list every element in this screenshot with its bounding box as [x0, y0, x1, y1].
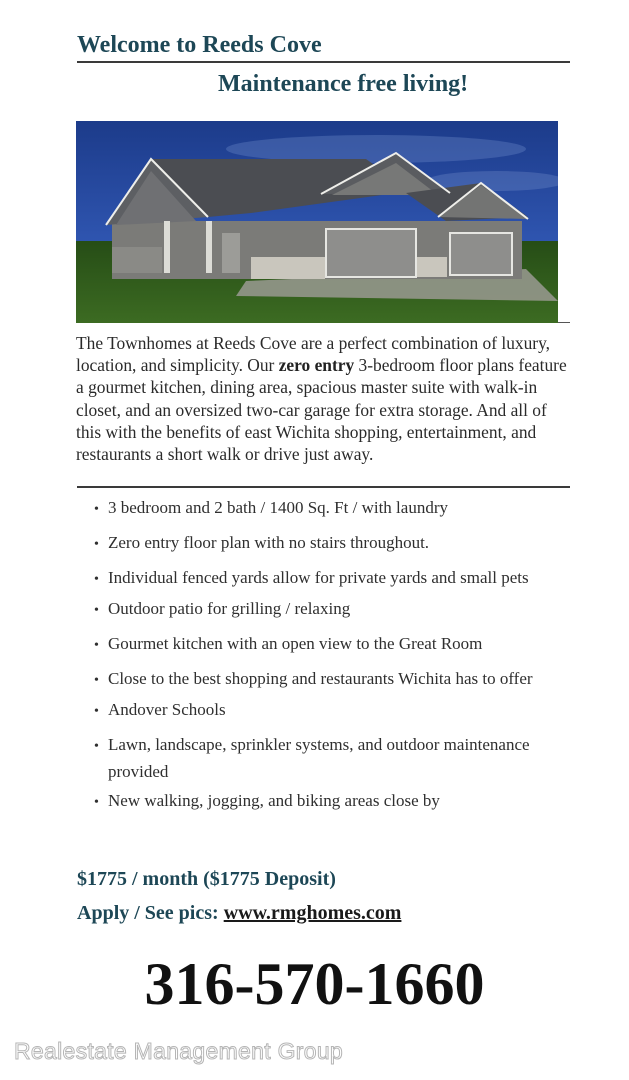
bullet-icon: •: [94, 537, 99, 552]
bullet-icon: •: [94, 739, 99, 754]
image-edge-line: [558, 322, 570, 323]
feature-list: [94, 495, 564, 815]
intro-paragraph: [76, 332, 572, 465]
intro-divider: [77, 486, 570, 488]
feature-text: Outdoor patio for grilling / relaxing: [108, 599, 351, 618]
intro-emphasis: zero entry: [278, 355, 355, 376]
intro-text-2: 3-bedroom floor plans feature a gourmet kitchen, dining area, spacious master suite with walk-in closet, and an oversized two-car garage for extra storage. And all of this with the benefits of east Wichita shopping, entertainment, and restaurants a short walk or drive just away.: [76, 355, 567, 465]
apply-label: Apply / See pics:: [77, 902, 224, 924]
bullet-icon: •: [94, 502, 99, 517]
list-item: [94, 732, 564, 784]
bullet-icon: •: [94, 638, 99, 653]
bullet-icon: •: [94, 572, 99, 587]
townhome-rendering-image: [76, 121, 558, 323]
list-item: [94, 530, 564, 557]
list-item: [94, 666, 564, 693]
phone-number: 316-570-1660: [144, 951, 485, 1017]
bullet-icon: •: [94, 704, 99, 719]
list-item: [94, 596, 564, 623]
feature-text: Lawn, landscape, sprinkler systems, and outdoor maintenance provided: [108, 735, 530, 781]
feature-text: 3 bedroom and 2 bath / 1400 Sq. Ft / with laundry: [108, 498, 448, 517]
title-divider: [77, 61, 570, 63]
list-item: [94, 788, 564, 815]
feature-text: Andover Schools: [108, 700, 226, 719]
rent-price: $1775 / month ($1775 Deposit): [77, 868, 336, 890]
list-item: [94, 697, 564, 724]
page-title: Welcome to Reeds Cove: [77, 32, 322, 58]
bullet-icon: •: [94, 673, 99, 688]
intro-text-1: The Townhomes at Reeds Cove are a perfect combination of luxury, location, and simplicity. Our: [76, 333, 550, 376]
feature-text: Close to the best shopping and restaurants Wichita has to offer: [108, 669, 533, 688]
bullet-icon: •: [94, 603, 99, 618]
feature-text: Zero entry floor plan with no stairs throughout.: [108, 533, 430, 552]
watermark-text: Realestate Management Group: [14, 1038, 344, 1064]
list-item: [94, 565, 564, 592]
page-subtitle: Maintenance free living!: [218, 71, 469, 97]
list-item: [94, 631, 564, 658]
feature-text: Individual fenced yards allow for private yards and small pets: [108, 568, 529, 587]
feature-text: New walking, jogging, and biking areas close by: [108, 791, 440, 810]
list-item: [94, 495, 564, 522]
bullet-icon: •: [94, 795, 99, 810]
apply-line: [77, 902, 401, 925]
feature-text: Gourmet kitchen with an open view to the Great Room: [108, 634, 483, 653]
website-link[interactable]: www.rmghomes.com: [223, 902, 402, 924]
